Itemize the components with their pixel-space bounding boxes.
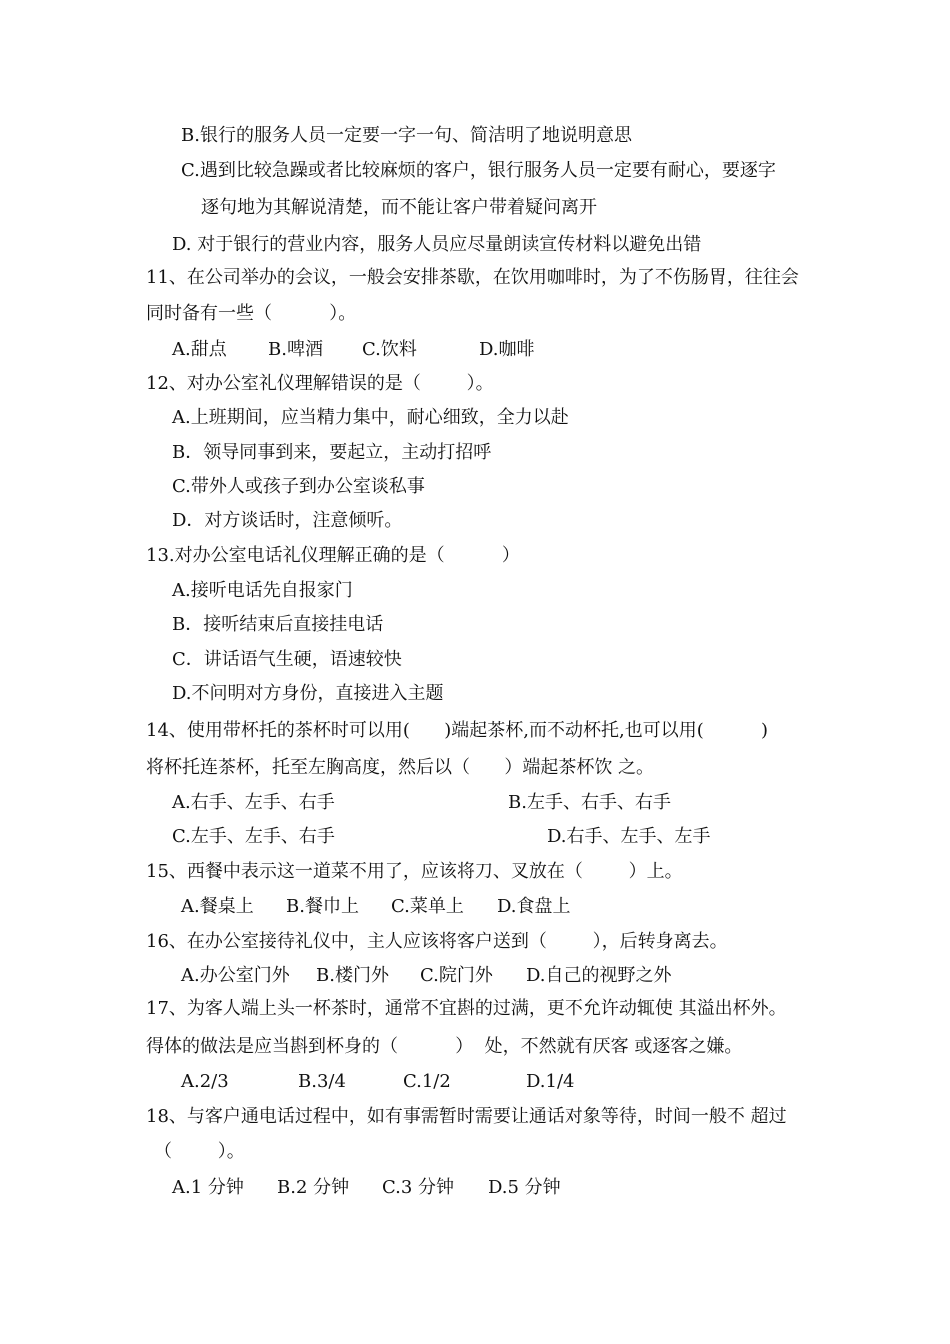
q12-option-c: C.带外人或孩子到办公室谈私事 [172, 476, 425, 497]
q11-option-c: C.饮料 [362, 339, 417, 360]
q15-option-b: B.餐巾上 [286, 896, 359, 917]
q10-option-c-line1: C.遇到比较急躁或者比较麻烦的客户，银行服务人员一定要有耐心，要逐字 [181, 160, 776, 181]
q18-option-a: A.1 分钟 [172, 1177, 244, 1198]
q18-option-b: B.2 分钟 [277, 1177, 350, 1198]
q12-option-b: B．领导同事到来，要起立，主动打招呼 [172, 442, 492, 463]
q14-stem-line2: 将杯托连茶杯，托至左胸高度，然后以（ ）端起茶杯饮 之。 [146, 757, 655, 778]
q11-option-b: B.啤酒 [268, 339, 323, 360]
q15-option-c: C.菜单上 [391, 896, 464, 917]
q14-option-a: A.右手、左手、右手 [172, 792, 335, 813]
q16-option-d: D.自己的视野之外 [526, 965, 672, 986]
q13-option-d: D.不问明对方身份，直接进入主题 [172, 683, 444, 704]
q16-option-a: A.办公室门外 [181, 965, 290, 986]
q11-stem-line1: 11、在公司举办的会议，一般会安排茶歇，在饮用咖啡时，为了不伤肠胃，往往会 [146, 267, 799, 288]
q17-option-d: D.1/4 [526, 1071, 575, 1092]
q18-option-c: C.3 分钟 [382, 1177, 455, 1198]
q18-stem-line2: （ ）。 [154, 1141, 245, 1162]
q12-stem: 12、对办公室礼仪理解错误的是（ ）。 [146, 373, 494, 394]
q15-option-d: D.食盘上 [497, 896, 571, 917]
q16-stem: 16、在办公室接待礼仪中，主人应该将客户送到（ ），后转身离去。 [146, 931, 728, 952]
q13-stem: 13.对办公室电话礼仪理解正确的是（ ） [146, 545, 520, 566]
q10-option-d: D. 对于银行的营业内容，服务人员应尽量朗读宣传材料以避免出错 [172, 234, 702, 255]
q13-option-c: C．讲话语气生硬，语速较快 [172, 649, 402, 670]
q17-option-a: A.2/3 [181, 1071, 229, 1092]
q15-option-a: A.餐桌上 [181, 896, 254, 917]
q11-option-a: A.甜点 [172, 339, 227, 360]
q14-option-d: D.右手、左手、左手 [547, 826, 711, 847]
q18-option-d: D.5 分钟 [488, 1177, 561, 1198]
q18-stem-line1: 18、与客户通电话过程中，如有事需暂时需要让通话对象等待，时间一般不 超过 [146, 1106, 787, 1127]
q12-option-d: D．对方谈话时，注意倾听。 [172, 510, 403, 531]
q17-option-c: C.1/2 [403, 1071, 451, 1092]
q17-option-b: B.3/4 [298, 1071, 346, 1092]
q11-stem-line2: 同时备有一些（ ）。 [146, 303, 357, 324]
q13-option-b: B．接听结束后直接挂电话 [172, 614, 384, 635]
q12-option-a: A.上班期间，应当精力集中，耐心细致，全力以赴 [172, 407, 569, 428]
q15-stem: 15、西餐中表示这一道菜不用了，应该将刀、叉放在（ ）上。 [146, 861, 683, 882]
q17-stem-line2: 得体的做法是应当斟到杯身的（ ） 处，不然就有厌客 或逐客之嫌。 [146, 1036, 743, 1057]
q14-stem-line1: 14、使用带杯托的茶杯时可以用( )端起茶杯,而不动杯托,也可以用( ) [146, 720, 768, 741]
q14-option-c: C.左手、左手、右手 [172, 826, 335, 847]
q16-option-b: B.楼门外 [316, 965, 389, 986]
q16-option-c: C.院门外 [420, 965, 493, 986]
q14-option-b: B.左手、右手、右手 [508, 792, 671, 813]
q11-option-d: D.咖啡 [479, 339, 535, 360]
q10-option-c-line2: 逐句地为其解说清楚，而不能让客户带着疑问离开 [201, 197, 597, 218]
q17-stem-line1: 17、为客人端上头一杯茶时，通常不宜斟的过满，更不允许动辄使 其溢出杯外。 [146, 998, 787, 1019]
q13-option-a: A.接听电话先自报家门 [172, 580, 353, 601]
q10-option-b: B.银行的服务人员一定要一字一句、简洁明了地说明意思 [181, 125, 632, 146]
